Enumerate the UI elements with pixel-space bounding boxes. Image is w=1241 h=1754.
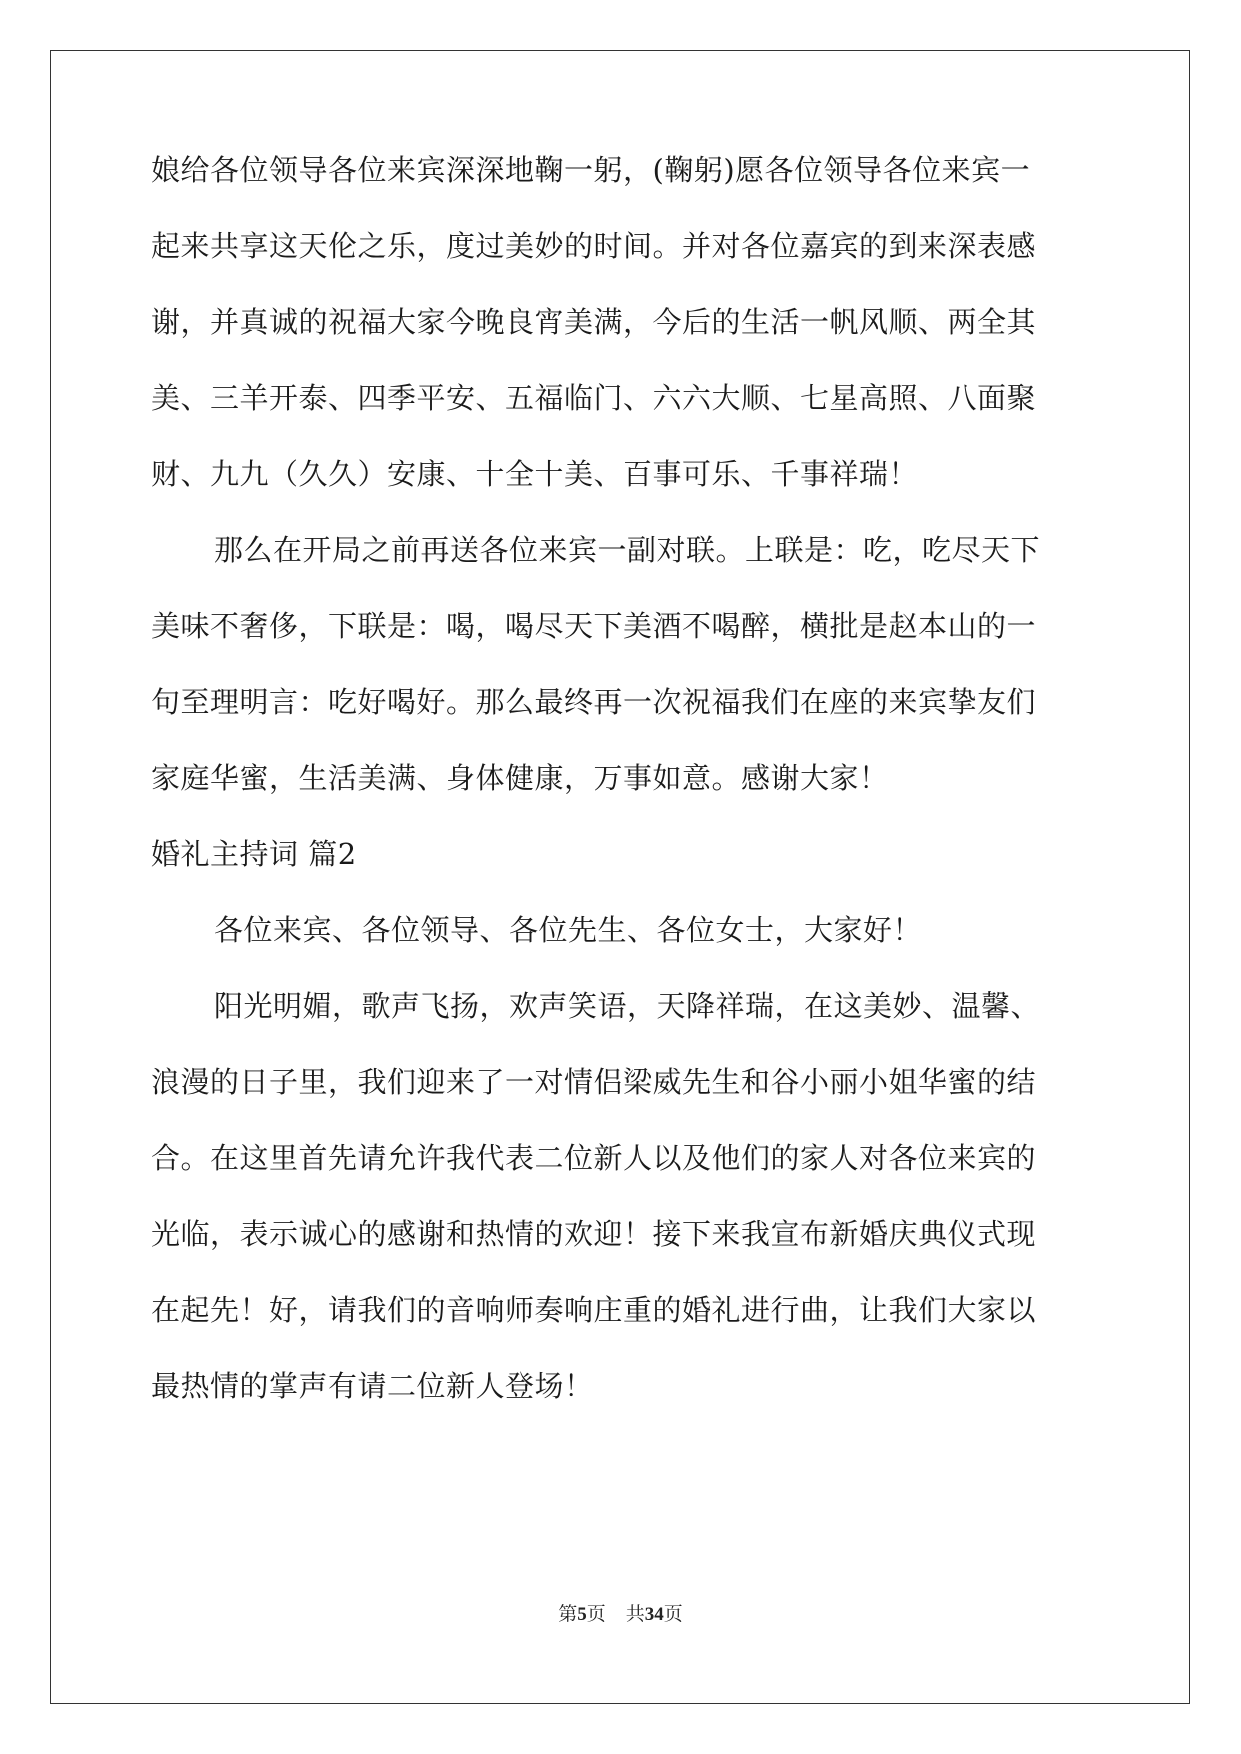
paragraph-line: 各位来宾、各位领导、各位先生、各位女士，大家好！ bbox=[214, 913, 923, 947]
total-pages: 34 bbox=[644, 1604, 664, 1625]
paragraph-line: 句至理明言：吃好喝好。那么最终再一次祝福我们在座的来宾挚友们 bbox=[151, 685, 1037, 719]
page-number: 5 bbox=[577, 1604, 587, 1625]
paragraph-line: 美味不奢侈，下联是：喝，喝尽天下美酒不喝醉，横批是赵本山的一 bbox=[151, 609, 1037, 643]
paragraph-line: 美、三羊开泰、四季平安、五福临门、六六大顺、七星高照、八面聚 bbox=[151, 381, 1037, 415]
section-heading: 婚礼主持词 篇2 bbox=[151, 837, 357, 871]
page-prefix: 第 bbox=[558, 1603, 578, 1625]
paragraph-line: 娘给各位领导各位来宾深深地鞠一躬，(鞠躬)愿各位领导各位来宾一 bbox=[151, 153, 1031, 187]
page-frame bbox=[50, 50, 1190, 1704]
paragraph-line: 起来共享这天伦之乐，度过美妙的时间。并对各位嘉宾的到来深表感 bbox=[151, 229, 1037, 263]
paragraph-line: 合。在这里首先请允许我代表二位新人以及他们的家人对各位来宾的 bbox=[151, 1141, 1037, 1175]
paragraph-line: 光临，表示诚心的感谢和热情的欢迎！接下来我宣布新婚庆典仪式现 bbox=[151, 1217, 1037, 1251]
page-suffix: 页 bbox=[586, 1603, 606, 1625]
total-suffix: 页 bbox=[663, 1603, 683, 1625]
paragraph-line: 那么在开局之前再送各位来宾一副对联。上联是：吃，吃尽天下 bbox=[214, 533, 1041, 567]
paragraph-line: 最热情的掌声有请二位新人登场！ bbox=[151, 1369, 594, 1403]
paragraph-line: 阳光明媚，歌声飞扬，欢声笑语，天降祥瑞，在这美妙、温馨、 bbox=[214, 989, 1041, 1023]
total-prefix: 共 bbox=[625, 1603, 645, 1625]
paragraph-line: 财、九九（久久）安康、十全十美、百事可乐、千事祥瑞！ bbox=[151, 457, 919, 491]
paragraph-line: 谢，并真诚的祝福大家今晚良宵美满，今后的生活一帆风顺、两全其 bbox=[151, 305, 1037, 339]
page-footer bbox=[0, 1602, 1241, 1627]
paragraph-line: 浪漫的日子里，我们迎来了一对情侣梁威先生和谷小丽小姐华蜜的结 bbox=[151, 1065, 1037, 1099]
paragraph-line: 家庭华蜜，生活美满、身体健康，万事如意。感谢大家！ bbox=[151, 761, 889, 795]
paragraph-line: 在起先！好，请我们的音响师奏响庄重的婚礼进行曲，让我们大家以 bbox=[151, 1293, 1037, 1327]
